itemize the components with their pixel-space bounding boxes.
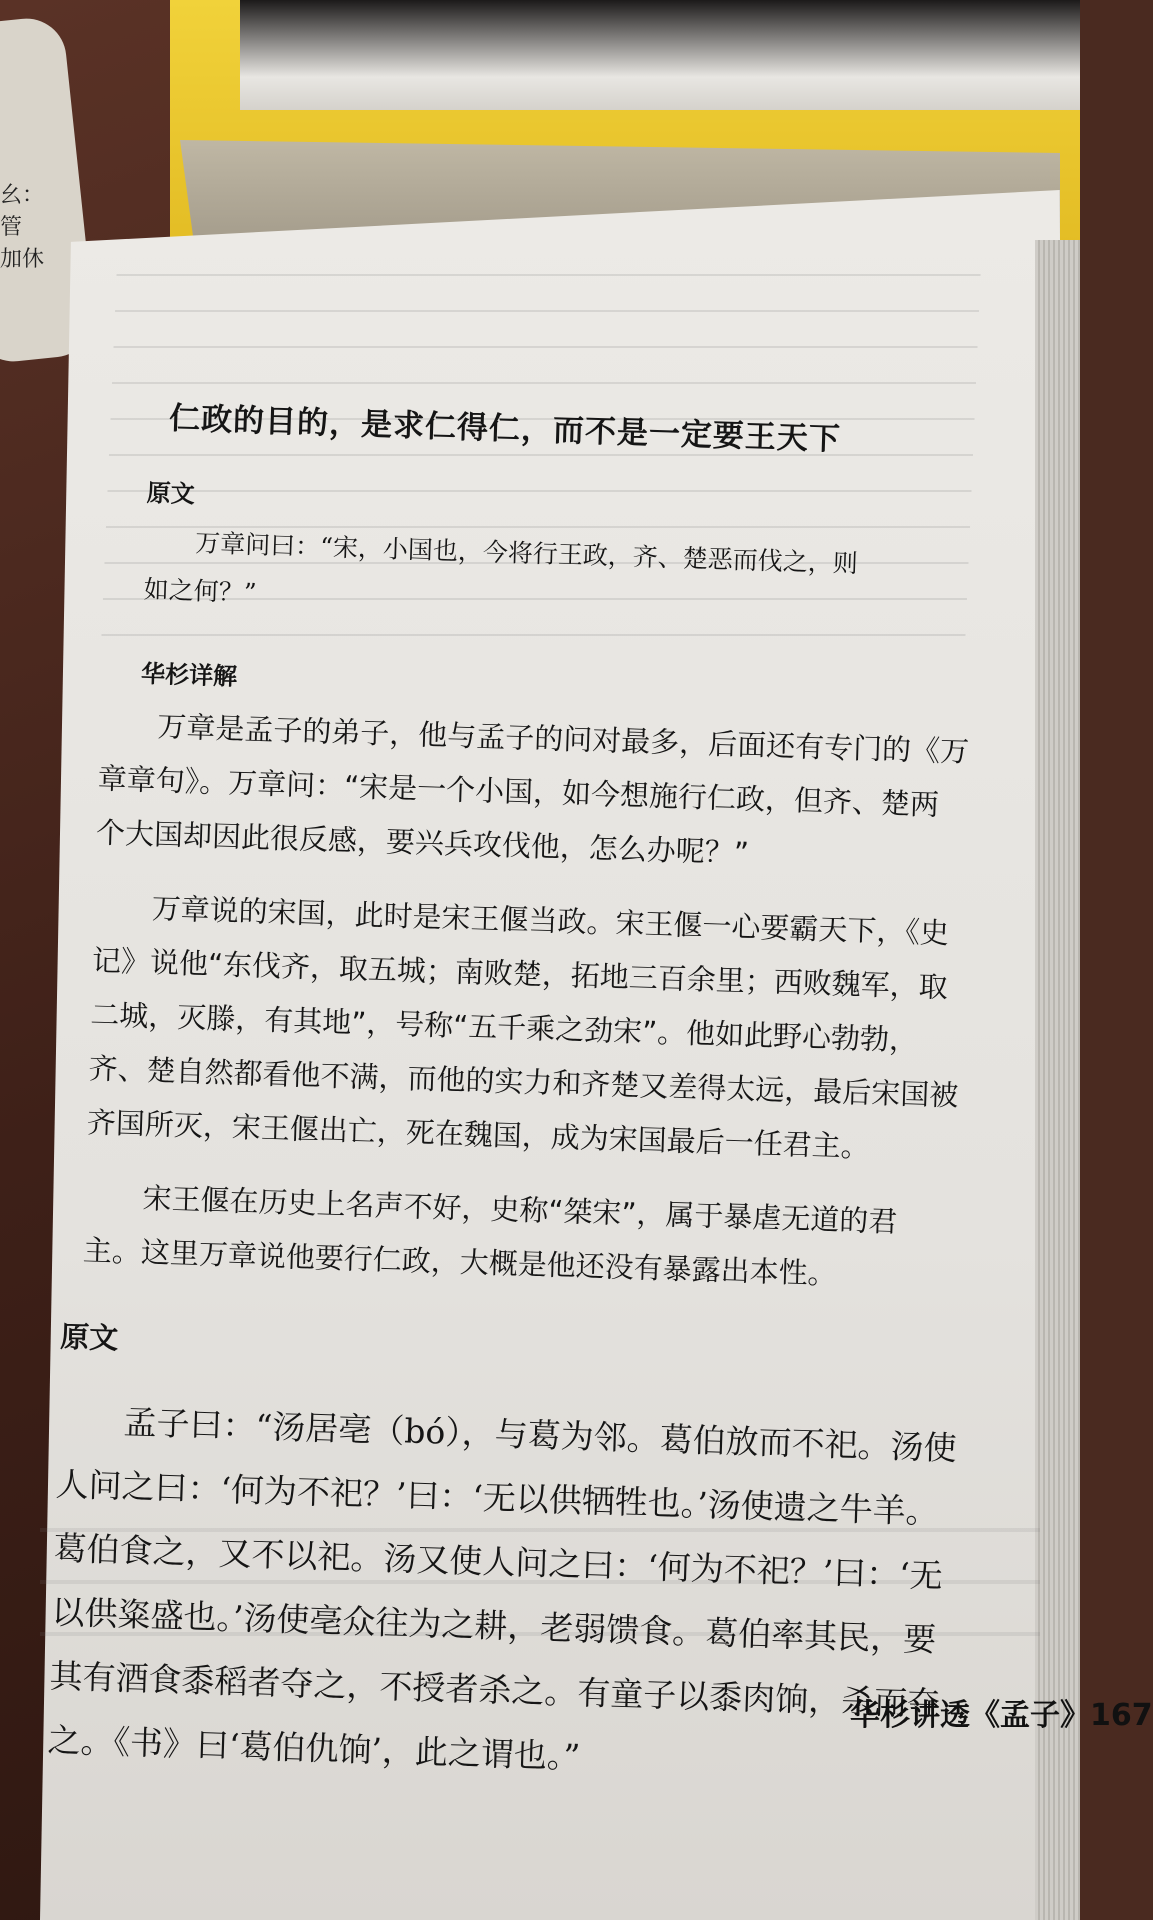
page-footer: 华杉讲透《孟子》167 bbox=[850, 1698, 1153, 1733]
explanation-paragraph-1: 万章是孟子的弟子，他与孟子的问对最多，后面还有专门的《万章章句》。万章问：“宋是一个小国，如今想施行仁政，但齐、楚两个大国却因此很反感，要兴兵攻伐他，怎么办呢？” bbox=[95, 709, 970, 870]
original-text-2: 孟子曰：“汤居亳（bó），与葛为邻。葛伯放而不祀。汤使人问之曰：‘何为不祀？’曰：‘无以供牺牲也。’汤使遗之牛羊。葛伯食之，又不以祀。汤又使人问之曰：‘何为不祀？’曰：‘无以供粢盛也。’汤使亳众往为之耕，老弱馈食。葛伯率其民，要其有酒食黍稻者夺之，不授者杀之。有童子以黍肉饷，杀而夺之。《书》曰‘葛伯仇饷’，此之谓也。” bbox=[46, 1402, 958, 1777]
section-label-original-2: 原文 bbox=[59, 1319, 119, 1356]
page-title: 仁政的目的，是求仁得仁，而不是一定要王天下 bbox=[168, 400, 842, 458]
explanation-paragraph-2: 万章说的宋国，此时是宋王偃当政。宋王偃一心要霸天下，《史记》说他“东伐齐，取五城；南败楚，拓地三百余里；西败魏军，取二城，灭滕，有其地”，号称“五千乘之劲宋”。他如此野心勃勃，齐、楚自然都看他不满，而他的实力和齐楚又差得太远，最后宋国被齐国所灭，宋王偃出亡，死在魏国，成为宋国最后一任君主。 bbox=[86, 891, 959, 1164]
left-page-text bbox=[0, 180, 60, 276]
left-page-line: 管 bbox=[0, 215, 23, 240]
section-label-original: 原文 bbox=[146, 478, 196, 509]
top-book bbox=[240, 0, 1080, 110]
left-page-line: 幺： bbox=[0, 183, 45, 208]
original-text-1: 万章问曰：“宋，小国也，今将行王政，齐、楚恶而伐之，则如之何？” bbox=[143, 528, 859, 608]
explanation-paragraph-3: 宋王偃在历史上名声不好，史称“桀宋”，属于暴虐无道的君主。这里万章说他要行仁政，大概是他还没有暴露出本性。 bbox=[82, 1181, 898, 1291]
page-content bbox=[46, 390, 1020, 1835]
page-edge bbox=[1035, 240, 1080, 1920]
section-label-explanation: 华杉详解 bbox=[140, 659, 238, 691]
left-page-line: 加休 bbox=[0, 247, 45, 272]
